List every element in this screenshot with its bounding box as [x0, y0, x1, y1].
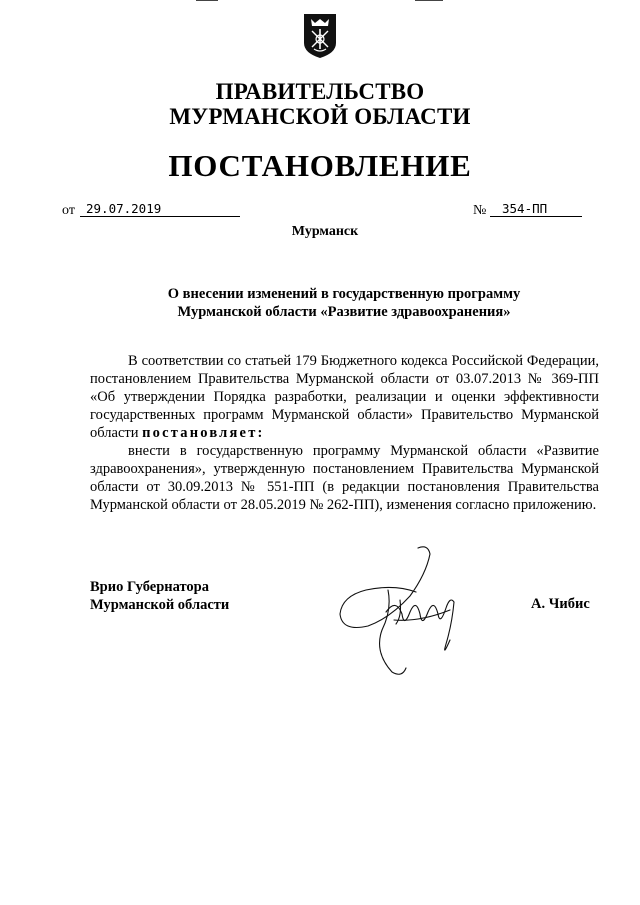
scan-artifact-line: [415, 0, 443, 1]
document-date: 29.07.2019: [80, 201, 240, 217]
date-number-row: [62, 201, 582, 221]
subject-line2: Мурманской области «Развитие здравоохранения»: [177, 304, 511, 320]
signatory-position: [90, 578, 229, 614]
city-name: Мурманск: [291, 224, 359, 239]
org-name-line1: ПРАВИТЕЛЬСТВО: [215, 79, 425, 104]
resolution-keyword: постановляет:: [142, 425, 265, 441]
subject-line1: О внесении изменений в государственную программу: [167, 286, 521, 302]
org-name-line2: МУРМАНСКОЙ ОБЛАСТИ: [169, 104, 471, 129]
body-paragraph-1-text: В соответствии со статьей 179 Бюджетного кодекса Российской Федерации, постановлением Правительства Мурманской области от 03.07.2013 № 369-ПП «Об утверждении Порядка разработки, реализации и оценки эффективности государственных программ Мурманской области» Правительство Мурманской области: [90, 353, 599, 441]
document-body: [90, 352, 599, 514]
scan-artifact-line: [196, 0, 218, 1]
body-paragraph-2: внести в государственную программу Мурманской области «Развитие здравоохранения», утвержденную постановлением Правительства Мурманской области от 30.09.2013 № 551-ПП (в редакции постановления Правительства Мурманской области от 28.05.2019 № 262-ПП), изменения согласно приложению.: [90, 443, 599, 513]
signatory-position-line2: Мурманской области: [90, 597, 230, 613]
handwritten-signature-icon: [330, 540, 490, 680]
coat-of-arms-icon: [303, 13, 337, 59]
signatory-name: А. Чибис: [531, 596, 590, 612]
document-number: 354-ПП: [490, 201, 582, 217]
date-prefix: от: [62, 203, 75, 218]
document-type-title: ПОСТАНОВЛЕНИЕ: [168, 148, 472, 183]
document-subject: [0, 285, 640, 321]
body-paragraph-1: [90, 352, 599, 442]
signatory-position-line1: Врио Губернатора: [90, 579, 209, 595]
number-prefix: №: [473, 203, 487, 218]
